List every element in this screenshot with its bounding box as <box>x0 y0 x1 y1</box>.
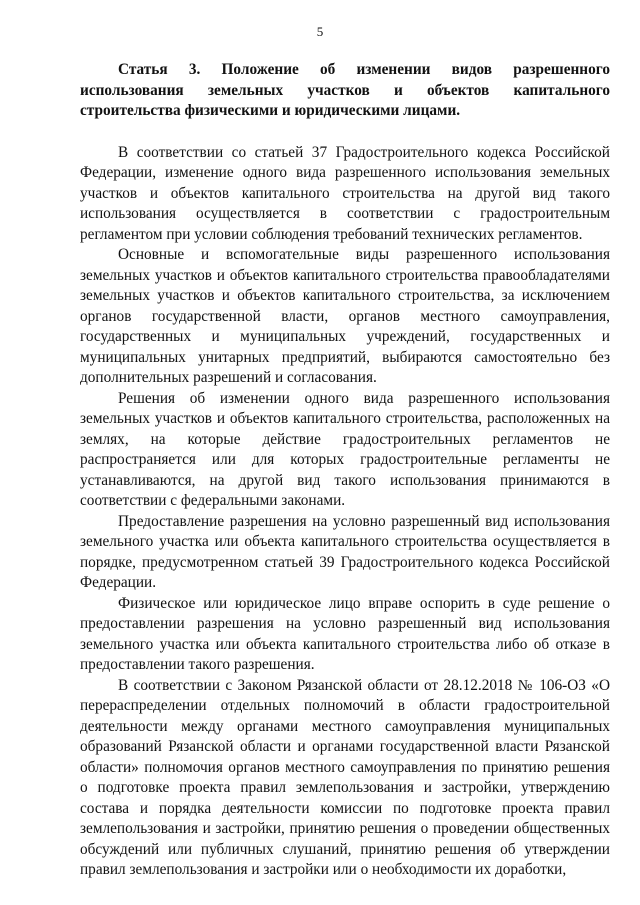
page-content <box>80 60 610 881</box>
page-number: 5 <box>316 24 324 39</box>
paragraph-court-appeal: Физическое или юридическое лицо вправе оспорить в суде решение о предоставлении разрешения на условно разрешенный вид использования земельного участка или объекта капитального строительства либо об отказе в предоставлении такого разрешения. <box>80 594 610 673</box>
article-body <box>80 143 610 881</box>
paragraph-conditional-permission: Предоставление разрешения на условно разрешенный вид использования земельного участка или объекта капитального строительства осуществляется в порядке, предусмотренном статьей 39 Градостроительного кодекса Российской Федерации. <box>80 512 610 591</box>
paragraph-ryazan-law: В соответствии с Законом Рязанской области от 28.12.2018 № 106-ОЗ «О перераспределении отдельных полномочий в области градостроительной деятельности между органами местного самоуправления муниципальных образований Рязанской области и органами государственной власти Рязанской области» полномочия органов местного самоуправления по принятию решения о подготовке проекта правил землепользования и застройки, утверждению состава и порядка деятельности комиссии по подготовке проекта правил землепользования и застройки, принятию решения о проведении общественных обсуждений или публичных слушаний, принятию решения об утверждении правил землепользования и застройки или о необходимости их доработки, <box>80 676 610 878</box>
paragraph-federal-law-decisions: Решения об изменении одного вида разрешенного использования земельных участков и объектов капитального строительства, расположенных на землях, на которые действие градостроительных регламентов не распространяется или для которых градостроительные регламенты не устанавливаются, на другой вид такого использования принимаются в соответствии с федеральными законами. <box>80 389 610 509</box>
paragraph-legal-basis: В соответствии со статьей 37 Градостроительного кодекса Российской Федерации, изменение одного вида разрешенного использования земельных участков и объектов капитального строительства на другой вид такого использования осуществляется в соответствии с градостроительным регламентом при условии соблюдения требований технических регламентов. <box>80 143 610 243</box>
paragraph-main-auxiliary-uses: Основные и вспомогательные виды разрешенного использования земельных участков и объектов капитального строительства правообладателями земельных участков и объектов капитального строительства, за исключением органов государственной власти, органов местного самоуправления, государственных и муниципальных учреждений, государственных и муниципальных унитарных предприятий, выбираются самостоятельно без дополнительных разрешений и согласования. <box>80 246 610 386</box>
article-heading: Статья 3. Положение об изменении видов разрешенного использования земельных участков и объектов капитального строительства физическими и юридическими лицами. <box>80 61 610 119</box>
